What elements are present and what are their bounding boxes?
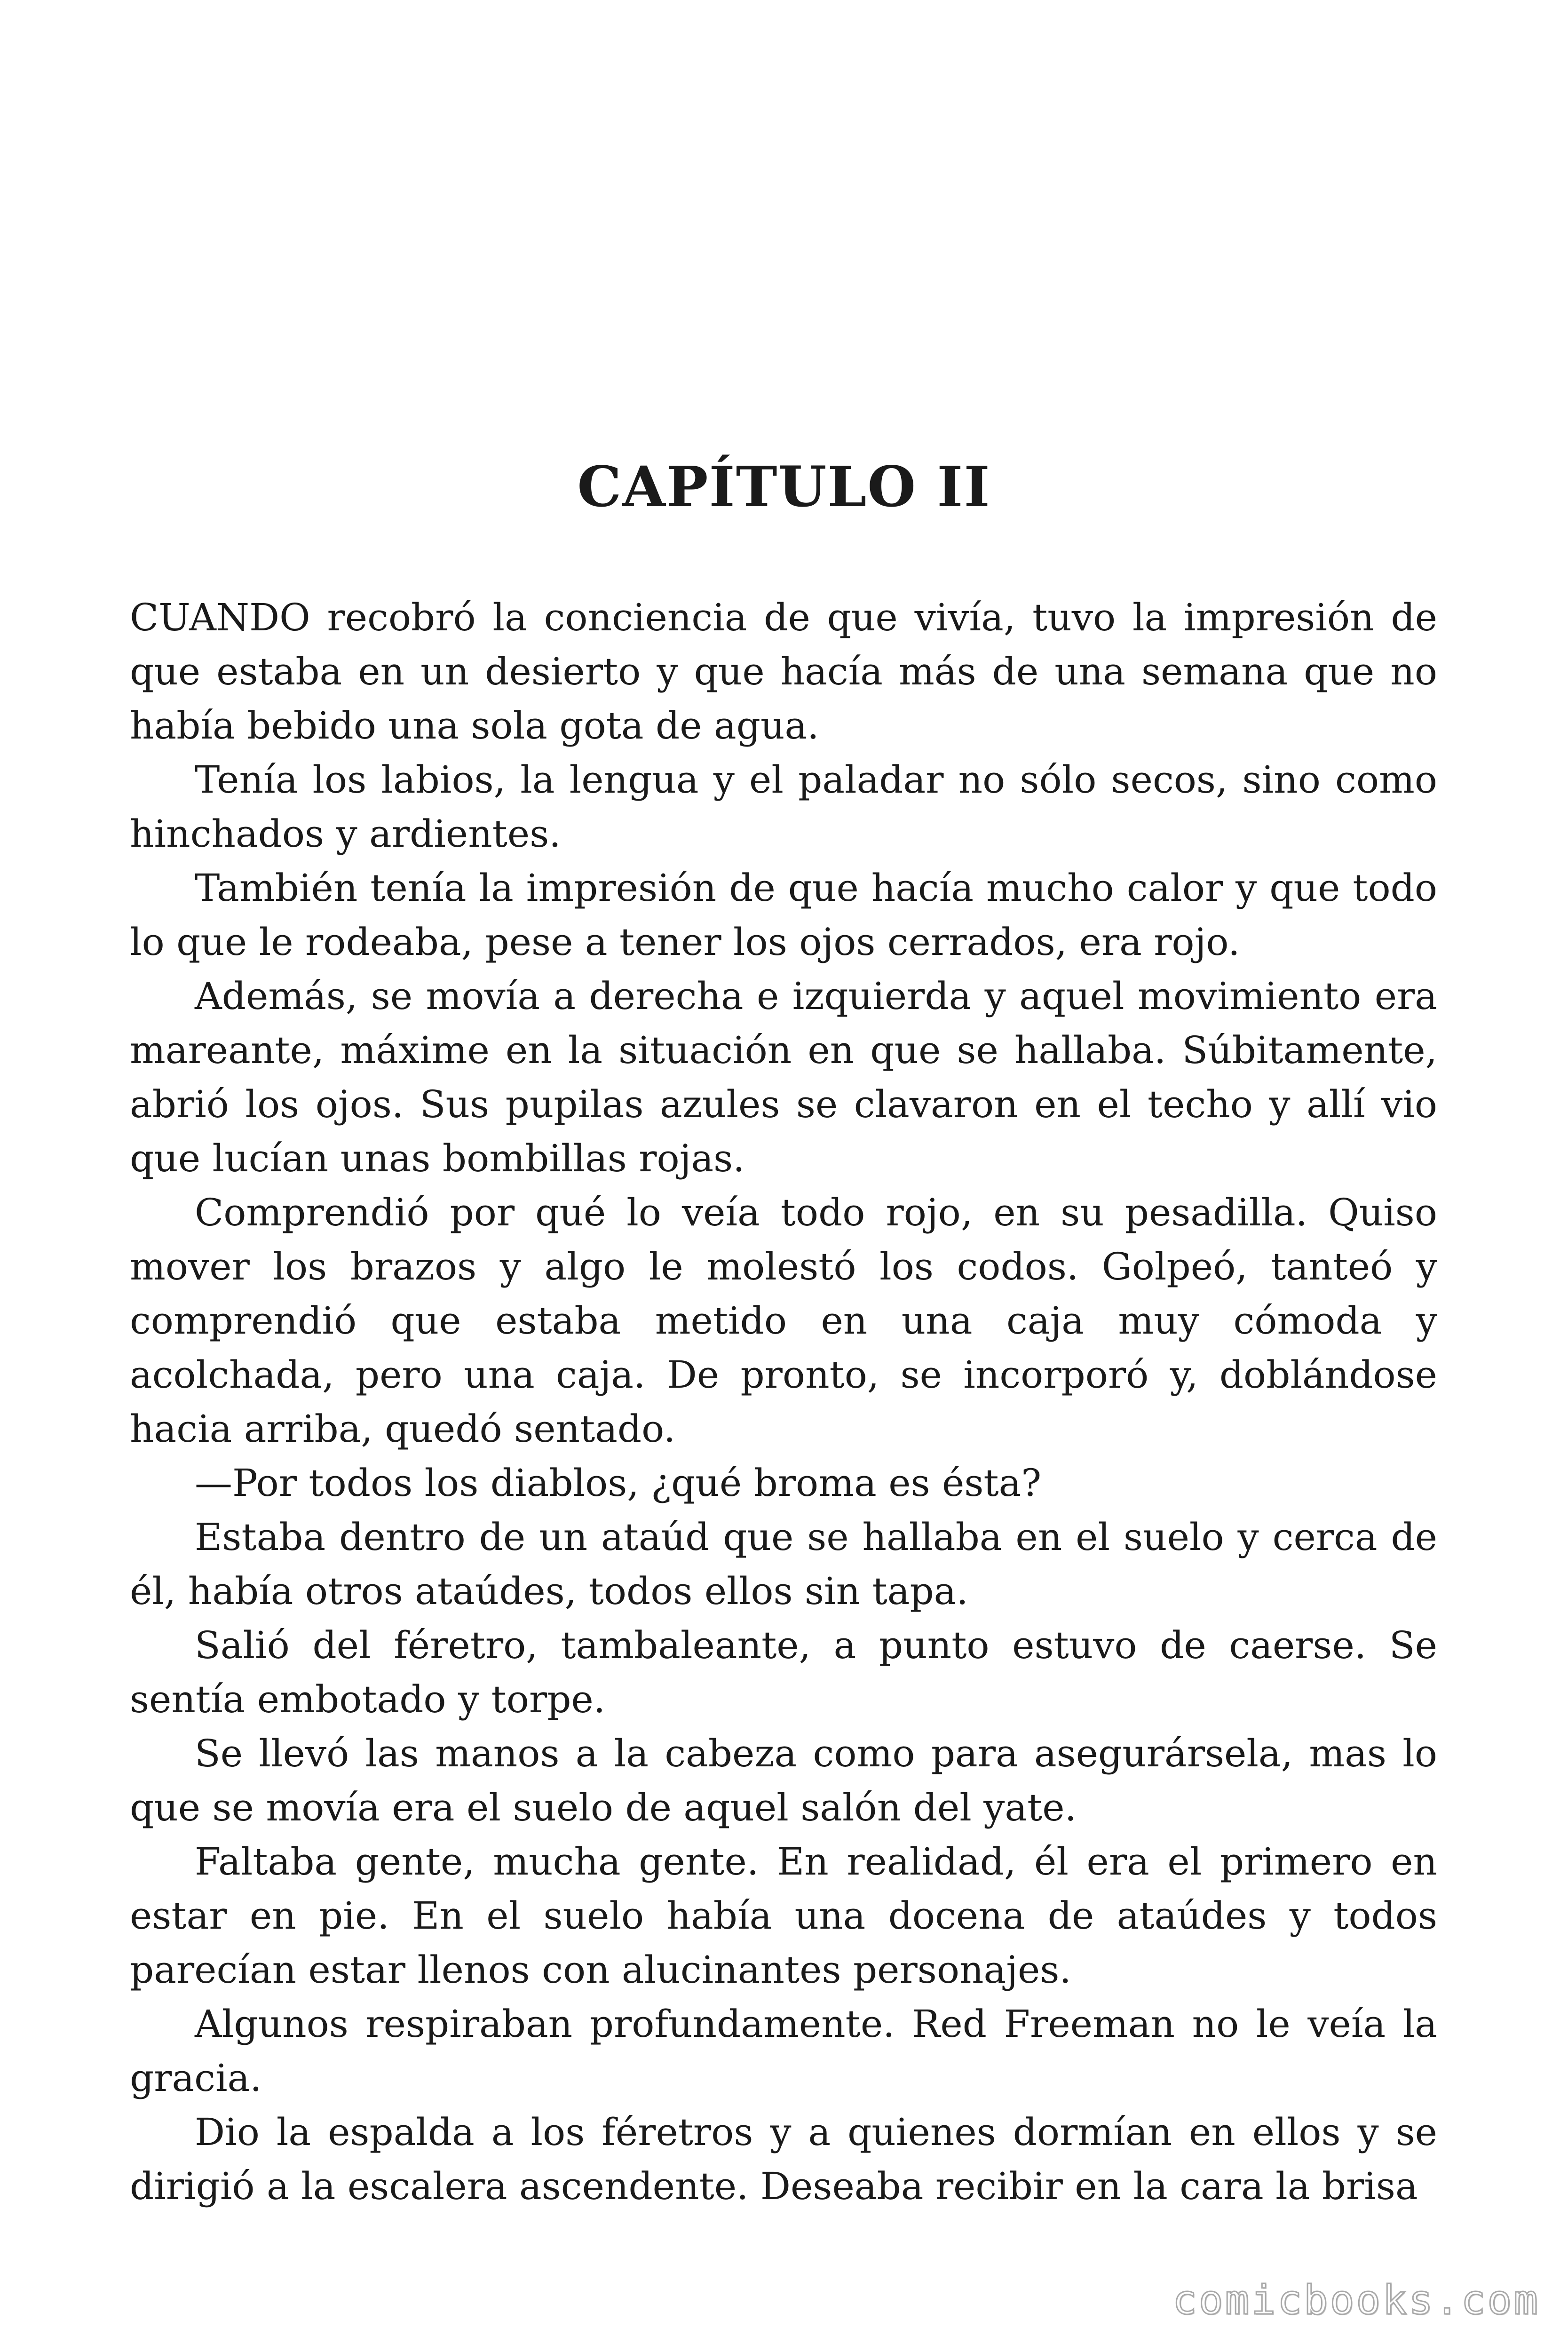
- paragraph: Tenía los labios, la lengua y el paladar no sólo secos, sino como hinchados y ardientes.: [130, 758, 1437, 856]
- paragraph: También tenía la impresión de que hacía mucho calor y que todo lo que le rodeaba, pese a tener los ojos cerrados, era rojo.: [130, 866, 1437, 964]
- paragraph: CUANDO recobró la conciencia de que vivía, tuvo la impresión de que estaba en un desierto y que hacía más de una semana que no había bebido una sola gota de agua.: [130, 596, 1437, 747]
- paragraph: Dio la espalda a los féretros y a quienes dormían en ellos y se dirigió a la escalera ascendente. Deseaba recibir en la cara la brisa: [130, 2110, 1437, 2208]
- chapter-body: [130, 590, 1437, 2213]
- paragraph: Estaba dentro de un ataúd que se hallaba en el suelo y cerca de él, había otros ataúdes, todos ellos sin tapa.: [130, 1515, 1437, 1613]
- paragraph: Algunos respiraban profundamente. Red Freeman no le veía la gracia.: [130, 2002, 1437, 2100]
- chapter-title: CAPÍTULO II: [577, 454, 991, 519]
- watermark: comicbooks.com: [1172, 2277, 1540, 2324]
- paragraph: Se llevó las manos a la cabeza como para asegurársela, mas lo que se movía era el suelo de aquel salón del yate.: [130, 1732, 1437, 1829]
- paragraph: Comprendió por qué lo veía todo rojo, en su pesadilla. Quiso mover los brazos y algo le molestó los codos. Golpeó, tanteó y comprendió que estaba metido en una caja muy cómoda y acolchada, pero una caja. De pronto, se incorporó y, doblándose hacia arriba, quedó sentado.: [130, 1191, 1437, 1451]
- paragraph: Salió del féretro, tambaleante, a punto estuvo de caerse. Se sentía embotado y torpe.: [130, 1623, 1437, 1721]
- paragraph: Además, se movía a derecha e izquierda y aquel movimiento era mareante, máxime en la situación en que se hallaba. Súbitamente, abrió los ojos. Sus pupilas azules se clavaron en el techo y allí vio que lucían unas bombillas rojas.: [130, 974, 1437, 1180]
- paragraph: —Por todos los diablos, ¿qué broma es ésta?: [195, 1461, 1042, 1505]
- paragraph: Faltaba gente, mucha gente. En realidad, él era el primero en estar en pie. En el suelo había una docena de ataúdes y todos parecían estar llenos con alucinantes personajes.: [130, 1840, 1437, 1992]
